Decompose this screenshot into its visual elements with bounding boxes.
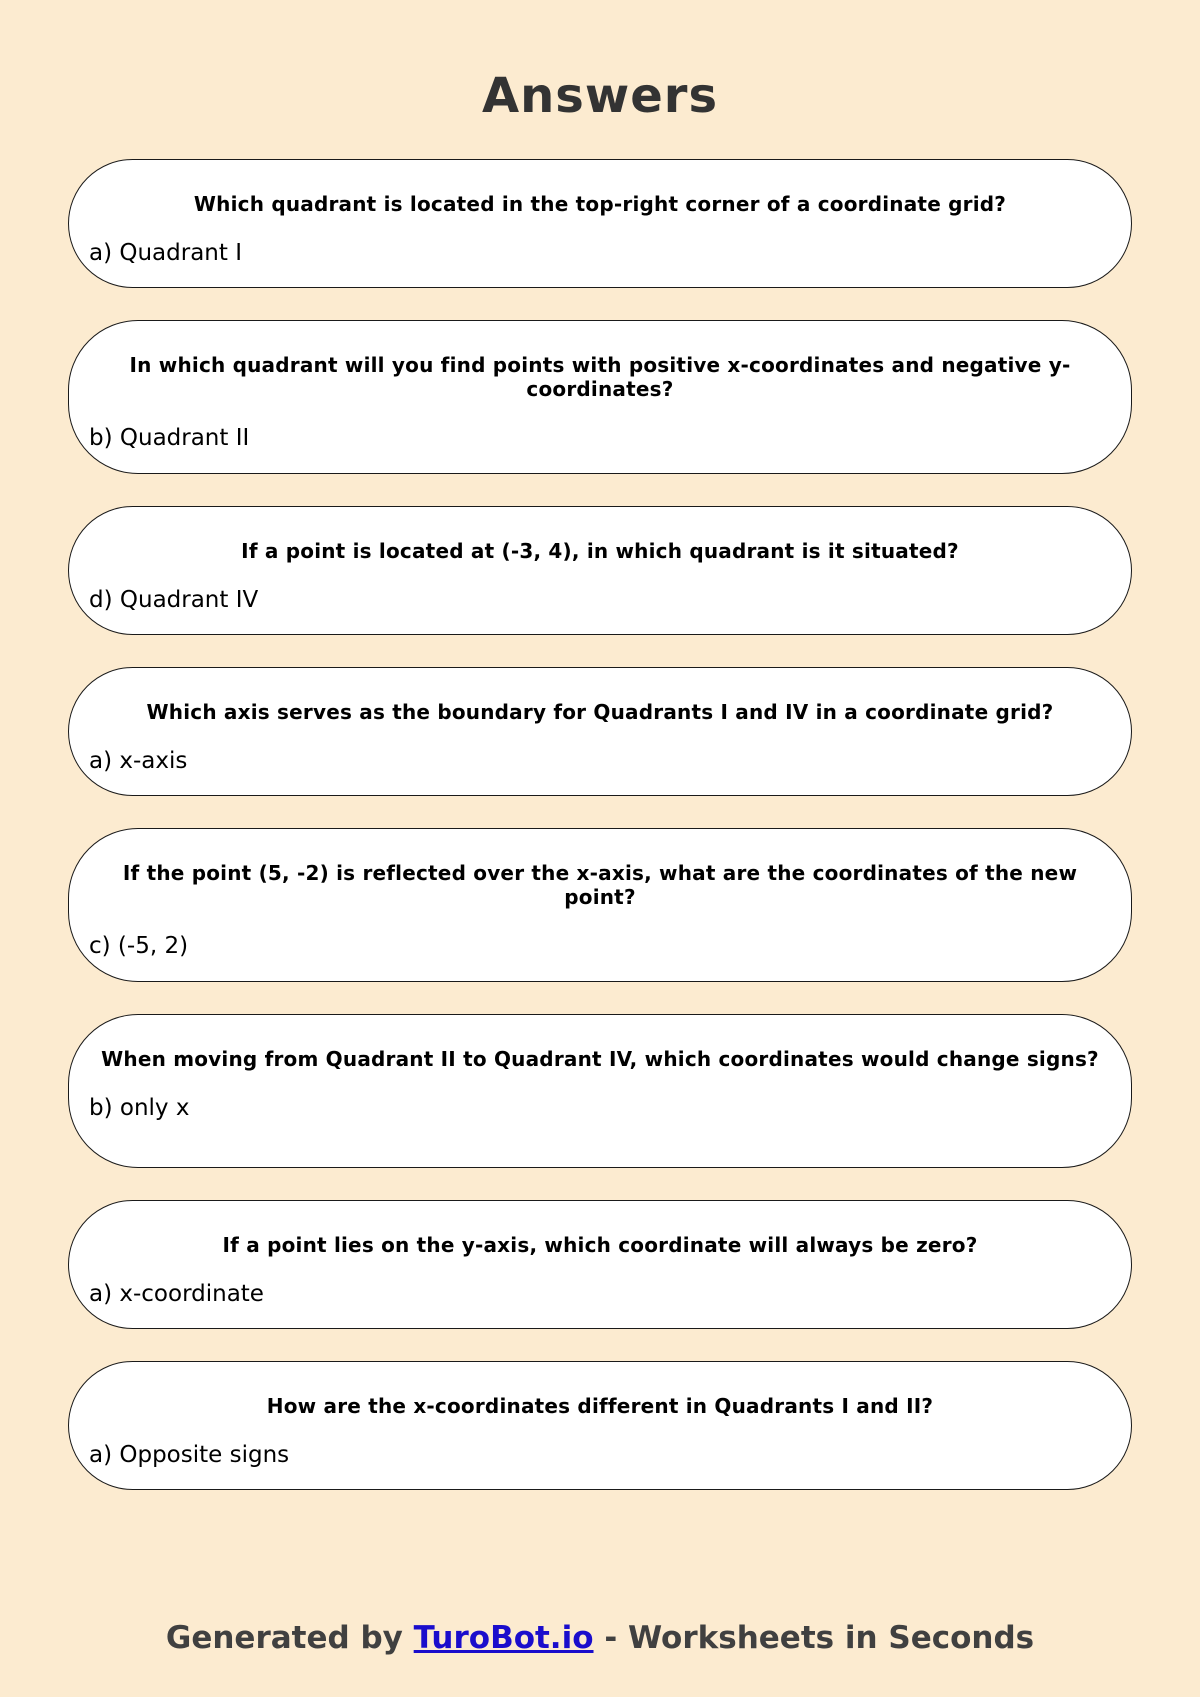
- answer-text: a) x-coordinate: [89, 1281, 264, 1307]
- answer-text: b) only x: [89, 1095, 190, 1121]
- answer-list: [68, 159, 1132, 1522]
- answer-card: [68, 667, 1132, 796]
- answer-text: b) Quadrant II: [89, 425, 250, 451]
- question-text: Which axis serves as the boundary for Quadrants I and IV in a coordinate grid?: [146, 700, 1054, 724]
- answer-card: [68, 828, 1132, 982]
- footer-prefix: Generated by: [165, 1620, 403, 1656]
- question-text: If the point (5, -2) is reflected over the x-axis, what are the coordinates of the new point?: [122, 861, 1078, 909]
- answer-card: [68, 1200, 1132, 1329]
- page-title: Answers: [481, 68, 719, 124]
- question-text: How are the x-coordinates different in Quadrants I and II?: [266, 1394, 934, 1418]
- answer-text: a) Quadrant I: [89, 240, 242, 266]
- question-text: Which quadrant is located in the top-right corner of a coordinate grid?: [193, 192, 1007, 216]
- answer-text: a) x-axis: [89, 748, 188, 774]
- answer-card: [68, 1361, 1132, 1490]
- answer-text: d) Quadrant IV: [89, 587, 259, 613]
- answer-card: [68, 506, 1132, 635]
- question-text: In which quadrant will you find points with positive x-coordinates and negative y-coordinates?: [129, 353, 1071, 401]
- answer-card: [68, 320, 1132, 474]
- question-text: When moving from Quadrant II to Quadrant IV, which coordinates would change signs?: [101, 1047, 1099, 1071]
- question-text: If a point lies on the y-axis, which coordinate will always be zero?: [222, 1233, 978, 1257]
- answer-text: c) (-5, 2): [89, 933, 189, 959]
- footer: [0, 1620, 1200, 1656]
- answer-card: [68, 159, 1132, 288]
- answer-text: a) Opposite signs: [89, 1442, 290, 1468]
- turobot-link[interactable]: TuroBot.io: [413, 1620, 594, 1656]
- answer-card: [68, 1014, 1132, 1168]
- question-text: If a point is located at (-3, 4), in which quadrant is it situated?: [241, 539, 959, 563]
- footer-suffix: - Worksheets in Seconds: [604, 1620, 1035, 1656]
